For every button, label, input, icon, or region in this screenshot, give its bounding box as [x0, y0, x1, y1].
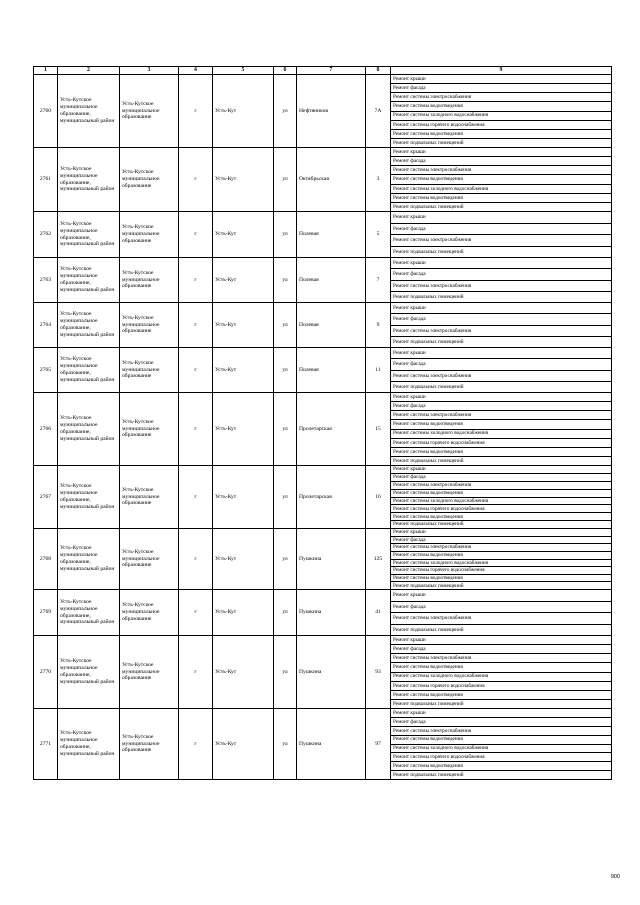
row-number: 2770	[34, 636, 58, 709]
work-item: Ремонт системы холодного водоснабжения	[391, 185, 611, 194]
settlement-cell: Усть-Кут	[213, 466, 274, 529]
house-number-cell: 9	[366, 303, 391, 348]
street-cell: Пушкина	[297, 636, 366, 709]
street-type-cell: ул	[274, 529, 297, 590]
street-cell: Пролетарская	[297, 393, 366, 466]
municipality-cell: Усть-Кутское муниципальное образование	[120, 393, 179, 466]
table-body	[34, 75, 612, 780]
row-number: 2762	[34, 212, 58, 258]
col-header-5: 5	[213, 67, 274, 75]
settlement-type-cell: г	[179, 75, 213, 148]
work-item: Ремонт фасада	[391, 359, 611, 370]
settlement-cell: Усть-Кут	[213, 393, 274, 466]
settlement-cell: Усть-Кут	[213, 636, 274, 709]
work-item: Ремонт крыши	[391, 212, 611, 224]
work-item: Ремонт системы водоотведения	[391, 420, 611, 429]
settlement-type-cell: г	[179, 348, 213, 393]
works-cell	[391, 75, 612, 148]
house-number-cell: 3	[366, 148, 391, 212]
street-type-cell: ул	[274, 466, 297, 529]
row-number: 2767	[34, 466, 58, 529]
col-header-1: 1	[34, 67, 58, 75]
work-item: Ремонт системы электроснабжения	[391, 544, 611, 552]
col-header-7: 7	[297, 67, 366, 75]
street-type-cell: ул	[274, 709, 297, 780]
municipality-cell: Усть-Кутское муниципальное образование	[120, 636, 179, 709]
street-cell: Полевая	[297, 258, 366, 303]
work-item: Ремонт системы водоотведения	[391, 575, 611, 583]
works-cell	[391, 529, 612, 590]
work-item: Ремонт подвальных помещений	[393, 139, 464, 146]
work-item: Ремонт крыши	[391, 75, 611, 84]
municipality-cell: Усть-Кутское муниципальное образование	[120, 348, 179, 393]
district-cell: Усть-Кутское муниципальное образование, муниципальный район	[58, 393, 120, 466]
work-item: Ремонт системы горячего водоснабжения	[391, 439, 611, 448]
work-item: Ремонт системы горячего водоснабжения	[391, 753, 611, 762]
house-number-cell: 16	[366, 466, 391, 529]
work-item: Ремонт подвальных помещений	[393, 582, 464, 589]
settlement-cell: Усть-Кут	[213, 348, 274, 393]
house-number-cell: 41	[366, 590, 391, 636]
work-item: Ремонт системы водоотведения	[391, 490, 611, 498]
street-cell: Полевая	[297, 348, 366, 393]
work-item: Ремонт подвальных помещений	[393, 293, 464, 300]
work-item: Ремонт системы горячего водоснабжения	[391, 567, 611, 575]
work-item: Ремонт фасада	[391, 269, 611, 280]
street-cell: Октябрьская	[297, 148, 366, 212]
work-item: Ремонт фасада	[391, 157, 611, 166]
district-cell: Усть-Кутское муниципальное образование, муниципальный район	[58, 466, 120, 529]
settlement-type-cell: г	[179, 529, 213, 590]
work-item: Ремонт системы горячего водоснабжения	[391, 682, 611, 691]
work-item: Ремонт подвальных помещений	[393, 383, 464, 390]
work-item: Ремонт системы горячего водоснабжения	[391, 121, 611, 130]
municipality-cell: Усть-Кутское муниципальное образование	[120, 303, 179, 348]
house-number-cell: 5	[366, 212, 391, 258]
work-item: Ремонт системы электроснабжения	[391, 613, 611, 625]
col-header-8: 8	[366, 67, 391, 75]
settlement-type-cell: г	[179, 636, 213, 709]
works-cell	[391, 348, 612, 393]
house-number-cell: 125	[366, 529, 391, 590]
work-item: Ремонт системы холодного водоснабжения	[391, 673, 611, 682]
street-cell: Пушкина	[297, 590, 366, 636]
settlement-cell: Усть-Кут	[213, 529, 274, 590]
table-row	[34, 212, 612, 258]
work-item: Ремонт системы водоотведения	[391, 513, 611, 521]
work-item: Ремонт системы холодного водоснабжения	[391, 745, 611, 754]
work-item: Ремонт подвальных помещений	[393, 248, 464, 255]
works-cell	[391, 393, 612, 466]
district-cell: Усть-Кутское муниципальное образование, муниципальный район	[58, 709, 120, 780]
work-item: Ремонт системы холодного водоснабжения	[391, 112, 611, 121]
work-item: Ремонт системы холодного водоснабжения	[391, 430, 611, 439]
work-item: Ремонт системы водоотведения	[391, 194, 611, 203]
works-cell	[391, 258, 612, 303]
work-item: Ремонт подвальных помещений	[393, 203, 464, 210]
row-number: 2761	[34, 148, 58, 212]
municipality-cell: Усть-Кутское муниципальное образование	[120, 709, 179, 780]
table-row	[34, 303, 612, 348]
house-number-cell: 7А	[366, 75, 391, 148]
settlement-type-cell: г	[179, 258, 213, 303]
municipality-cell: Усть-Кутское муниципальное образование	[120, 148, 179, 212]
work-item: Ремонт системы холодного водоснабжения	[391, 560, 611, 568]
work-item: Ремонт крыши	[391, 348, 611, 359]
district-cell: Усть-Кутское муниципальное образование, муниципальный район	[58, 75, 120, 148]
street-type-cell: ул	[274, 303, 297, 348]
work-item: Ремонт системы электроснабжения	[391, 281, 611, 292]
work-item: Ремонт крыши	[391, 466, 611, 474]
work-item: Ремонт подвальных помещений	[393, 626, 464, 633]
municipality-cell: Усть-Кутское муниципальное образование	[120, 212, 179, 258]
district-cell: Усть-Кутское муниципальное образование, муниципальный район	[58, 636, 120, 709]
street-type-cell: ул	[274, 258, 297, 303]
street-type-cell: ул	[274, 636, 297, 709]
municipality-cell: Усть-Кутское муниципальное образование	[120, 529, 179, 590]
table-row	[34, 636, 612, 709]
street-cell: Пушкина	[297, 529, 366, 590]
work-item: Ремонт фасада	[391, 537, 611, 545]
settlement-type-cell: г	[179, 590, 213, 636]
street-cell: Полевая	[297, 212, 366, 258]
register-table	[33, 66, 612, 780]
work-item: Ремонт подвальных помещений	[393, 521, 464, 528]
work-item: Ремонт системы водоотведения	[391, 663, 611, 672]
work-item: Ремонт системы водоотведения	[391, 736, 611, 745]
col-header-6: 6	[274, 67, 297, 75]
work-item: Ремонт системы водоотведения	[391, 102, 611, 111]
district-cell: Усть-Кутское муниципальное образование, муниципальный район	[58, 148, 120, 212]
municipality-cell: Усть-Кутское муниципальное образование	[120, 258, 179, 303]
work-item: Ремонт крыши	[391, 590, 611, 602]
work-item: Ремонт фасада	[391, 314, 611, 325]
settlement-cell: Усть-Кут	[213, 709, 274, 780]
col-header-9: 9	[391, 67, 612, 75]
street-type-cell: ул	[274, 212, 297, 258]
house-number-cell: 15	[366, 393, 391, 466]
work-item: Ремонт фасада	[391, 402, 611, 411]
col-header-3: 3	[120, 67, 179, 75]
work-item: Ремонт системы водоотведения	[391, 130, 611, 139]
work-item: Ремонт системы электроснабжения	[391, 371, 611, 382]
work-item: Ремонт фасада	[391, 602, 611, 614]
works-cell	[391, 590, 612, 636]
settlement-cell: Усть-Кут	[213, 258, 274, 303]
street-cell: Пушкина	[297, 709, 366, 780]
work-item: Ремонт крыши	[391, 303, 611, 314]
table-row	[34, 590, 612, 636]
settlement-cell: Усть-Кут	[213, 75, 274, 148]
settlement-type-cell: г	[179, 303, 213, 348]
house-number-cell: 93	[366, 636, 391, 709]
settlement-cell: Усть-Кут	[213, 148, 274, 212]
table-row	[34, 258, 612, 303]
work-item: Ремонт системы электроснабжения	[391, 654, 611, 663]
street-type-cell: ул	[274, 590, 297, 636]
settlement-type-cell: г	[179, 466, 213, 529]
district-cell: Усть-Кутское муниципальное образование, муниципальный район	[58, 303, 120, 348]
work-item: Ремонт крыши	[391, 636, 611, 645]
works-cell	[391, 212, 612, 258]
municipality-cell: Усть-Кутское муниципальное образование	[120, 466, 179, 529]
work-item: Ремонт системы водоотведения	[391, 175, 611, 184]
work-item: Ремонт системы водоотведения	[391, 448, 611, 457]
work-item: Ремонт системы водоотведения	[391, 762, 611, 771]
settlement-cell: Усть-Кут	[213, 590, 274, 636]
settlement-cell: Усть-Кут	[213, 212, 274, 258]
street-cell: Пролетарская	[297, 466, 366, 529]
work-item: Ремонт системы электроснабжения	[391, 235, 611, 247]
work-item: Ремонт системы электроснабжения	[391, 482, 611, 490]
works-cell	[391, 303, 612, 348]
street-type-cell: ул	[274, 148, 297, 212]
municipality-cell: Усть-Кутское муниципальное образование	[120, 75, 179, 148]
work-item: Ремонт подвальных помещений	[393, 457, 464, 464]
row-number: 2768	[34, 529, 58, 590]
works-cell	[391, 148, 612, 212]
table-row	[34, 393, 612, 466]
work-item: Ремонт подвальных помещений	[393, 771, 464, 778]
works-cell	[391, 636, 612, 709]
table-row	[34, 709, 612, 780]
work-item: Ремонт системы холодного водоснабжения	[391, 498, 611, 506]
works-cell	[391, 709, 612, 780]
street-type-cell: ул	[274, 75, 297, 148]
work-item: Ремонт системы водоотведения	[391, 552, 611, 560]
table-row	[34, 148, 612, 212]
row-number: 2769	[34, 590, 58, 636]
col-header-4: 4	[179, 67, 213, 75]
row-number: 2764	[34, 303, 58, 348]
street-type-cell: ул	[274, 393, 297, 466]
table-row	[34, 75, 612, 148]
work-item: Ремонт системы горячего водоснабжения	[391, 505, 611, 513]
street-cell: Полевая	[297, 303, 366, 348]
col-header-2: 2	[58, 67, 120, 75]
street-cell: Нефтяников	[297, 75, 366, 148]
district-cell: Усть-Кутское муниципальное образование, муниципальный район	[58, 258, 120, 303]
work-item: Ремонт системы электроснабжения	[391, 93, 611, 102]
work-item: Ремонт системы электроснабжения	[391, 411, 611, 420]
work-item: Ремонт системы водоотведения	[391, 691, 611, 700]
work-item: Ремонт фасада	[391, 474, 611, 482]
settlement-type-cell: г	[179, 393, 213, 466]
work-item: Ремонт крыши	[391, 709, 611, 718]
settlement-cell: Усть-Кут	[213, 303, 274, 348]
district-cell: Усть-Кутское муниципальное образование, муниципальный район	[58, 348, 120, 393]
works-cell	[391, 466, 612, 529]
street-type-cell: ул	[274, 348, 297, 393]
row-number: 2766	[34, 393, 58, 466]
district-cell: Усть-Кутское муниципальное образование, муниципальный район	[58, 529, 120, 590]
row-number: 2763	[34, 258, 58, 303]
work-item: Ремонт фасада	[391, 718, 611, 727]
house-number-cell: 7	[366, 258, 391, 303]
row-number: 2765	[34, 348, 58, 393]
district-cell: Усть-Кутское муниципальное образование, муниципальный район	[58, 212, 120, 258]
settlement-type-cell: г	[179, 148, 213, 212]
row-number: 2760	[34, 75, 58, 148]
work-item: Ремонт крыши	[391, 529, 611, 537]
table-row	[34, 348, 612, 393]
page-number: 900	[610, 874, 620, 880]
work-item: Ремонт фасада	[391, 84, 611, 93]
house-number-cell: 97	[366, 709, 391, 780]
header-row	[34, 67, 612, 75]
work-item: Ремонт системы электроснабжения	[391, 166, 611, 175]
work-item: Ремонт системы электроснабжения	[391, 727, 611, 736]
municipality-cell: Усть-Кутское муниципальное образование	[120, 590, 179, 636]
work-item: Ремонт фасада	[391, 224, 611, 236]
table-row	[34, 466, 612, 529]
work-item: Ремонт крыши	[391, 258, 611, 269]
house-number-cell: 11	[366, 348, 391, 393]
row-number: 2771	[34, 709, 58, 780]
settlement-type-cell: г	[179, 212, 213, 258]
work-item: Ремонт крыши	[391, 393, 611, 402]
work-item: Ремонт крыши	[391, 148, 611, 157]
work-item: Ремонт подвальных помещений	[393, 338, 464, 345]
district-cell: Усть-Кутское муниципальное образование, муниципальный район	[58, 590, 120, 636]
work-item: Ремонт фасада	[391, 645, 611, 654]
work-item: Ремонт подвальных помещений	[393, 700, 464, 707]
work-item: Ремонт системы электроснабжения	[391, 326, 611, 337]
settlement-type-cell: г	[179, 709, 213, 780]
table-row	[34, 529, 612, 590]
